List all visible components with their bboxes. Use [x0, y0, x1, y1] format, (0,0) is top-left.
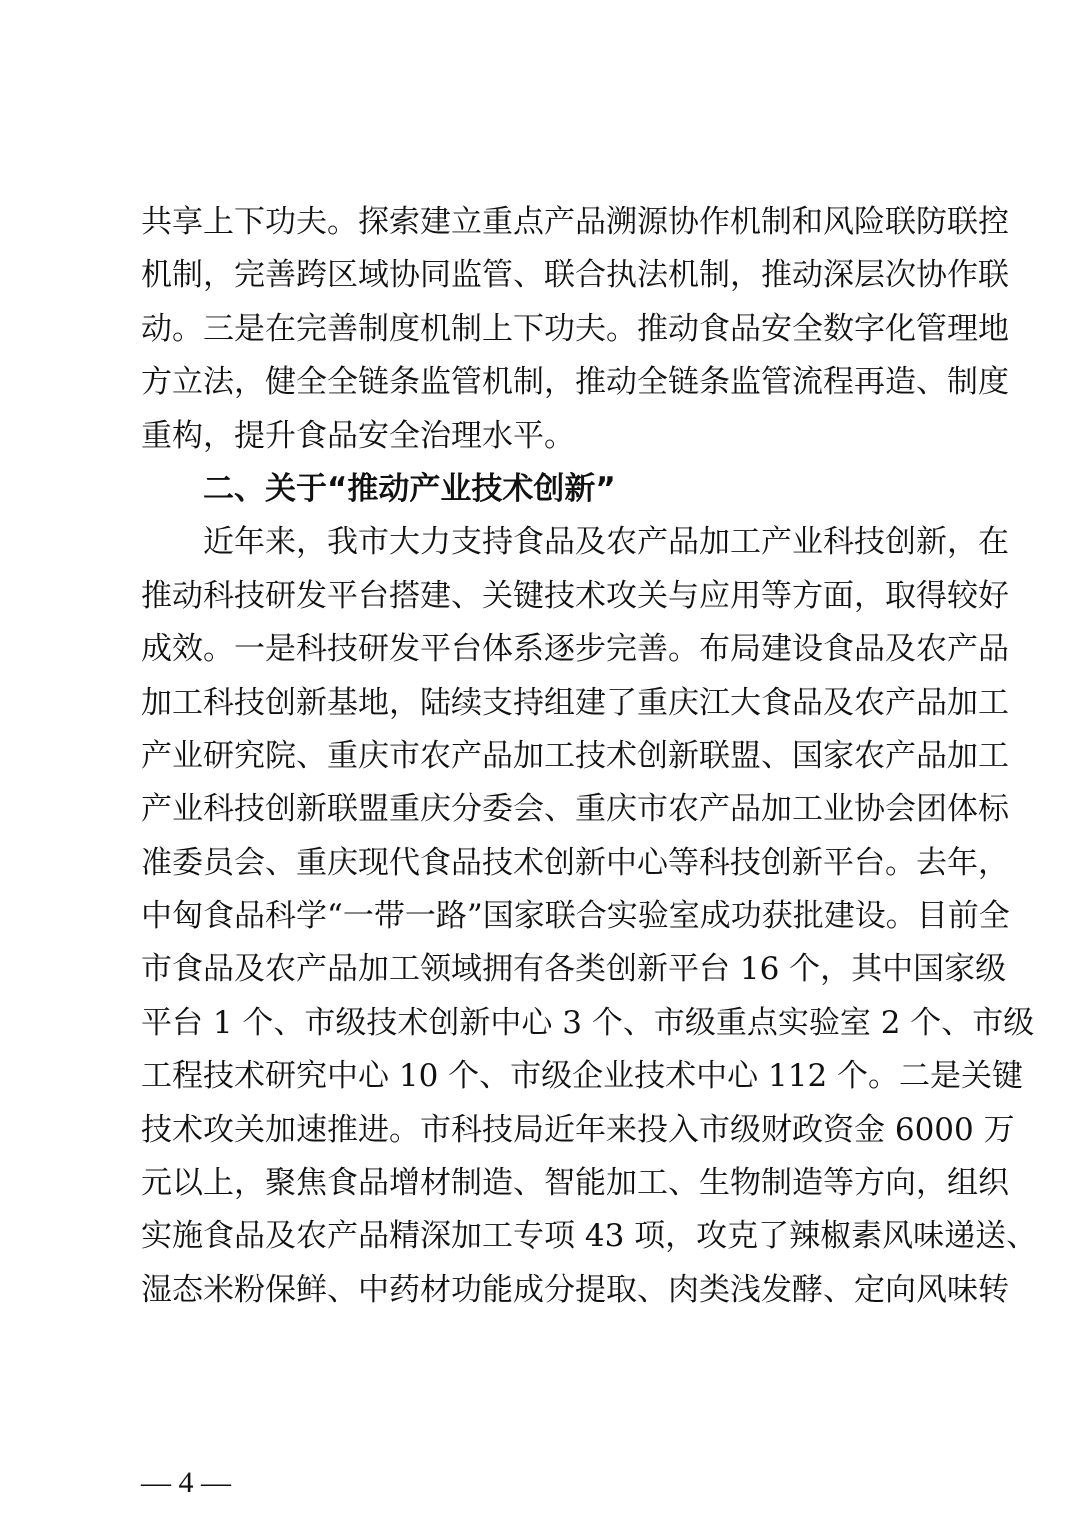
text-line: 实施食品及农产品精深加工专项 43 项，攻克了辣椒素风味递送、	[141, 1218, 1038, 1255]
text-line: 推动科技研发平台搭建、关键技术攻关与应用等方面，取得较好	[141, 577, 1009, 614]
text-line: 技术攻关加速推进。市科技局近年来投入市级财政资金 6000 万	[141, 1111, 1015, 1148]
document-body	[141, 196, 1038, 1317]
text-line: 市食品及农产品加工领域拥有各类创新平台 16 个，其中国家级	[141, 951, 1007, 988]
section-heading: 二、关于“推动产业技术创新”	[203, 470, 616, 507]
text-line: 工程技术研究中心 10 个、市级企业技术中心 112 个。二是关键	[141, 1058, 1024, 1095]
text-line: 准委员会、重庆现代食品技术创新中心等科技创新平台。去年，	[141, 844, 1009, 881]
text-line: 成效。一是科技研发平台体系逐步完善。布局建设食品及农产品	[141, 631, 1009, 668]
text-line: 平台 1 个、市级技术创新中心 3 个、市级重点实验室 2 个、市级	[141, 1004, 1035, 1041]
text-line: 产业科技创新联盟重庆分委会、重庆市农产品加工业协会团体标	[141, 791, 1009, 828]
text-line: 共享上下功夫。探索建立重点产品溯源协作机制和风险联防联控	[141, 204, 1009, 240]
text-line: 重构，提升食品安全治理水平。	[141, 417, 575, 454]
text-line: 近年来，我市大力支持食品及农产品加工产业科技创新，在	[203, 524, 1009, 561]
text-line: 机制，完善跨区域协同监管、联合执法机制，推动深层次协作联	[141, 257, 1009, 294]
text-line: 加工科技创新基地，陆续支持组建了重庆江大食品及农产品加工	[141, 684, 1009, 721]
text-line: 湿态米粉保鲜、中药材功能成分提取、肉类浅发酵、定向风味转	[141, 1271, 1009, 1308]
text-line: 动。三是在完善制度机制上下功夫。推动食品安全数字化管理地	[141, 310, 1009, 347]
text-line: 产业研究院、重庆市农产品加工技术创新联盟、国家农产品加工	[141, 737, 1009, 774]
text-line: 中匈食品科学“一带一路”国家联合实验室成功获批建设。目前全	[141, 898, 1010, 935]
text-line: 元以上，聚焦食品增材制造、智能加工、生物制造等方向，组织	[141, 1165, 1009, 1202]
page-number: — 4 —	[141, 1466, 231, 1499]
text-line: 方立法，健全全链条监管机制，推动全链条监管流程再造、制度	[141, 364, 1009, 401]
